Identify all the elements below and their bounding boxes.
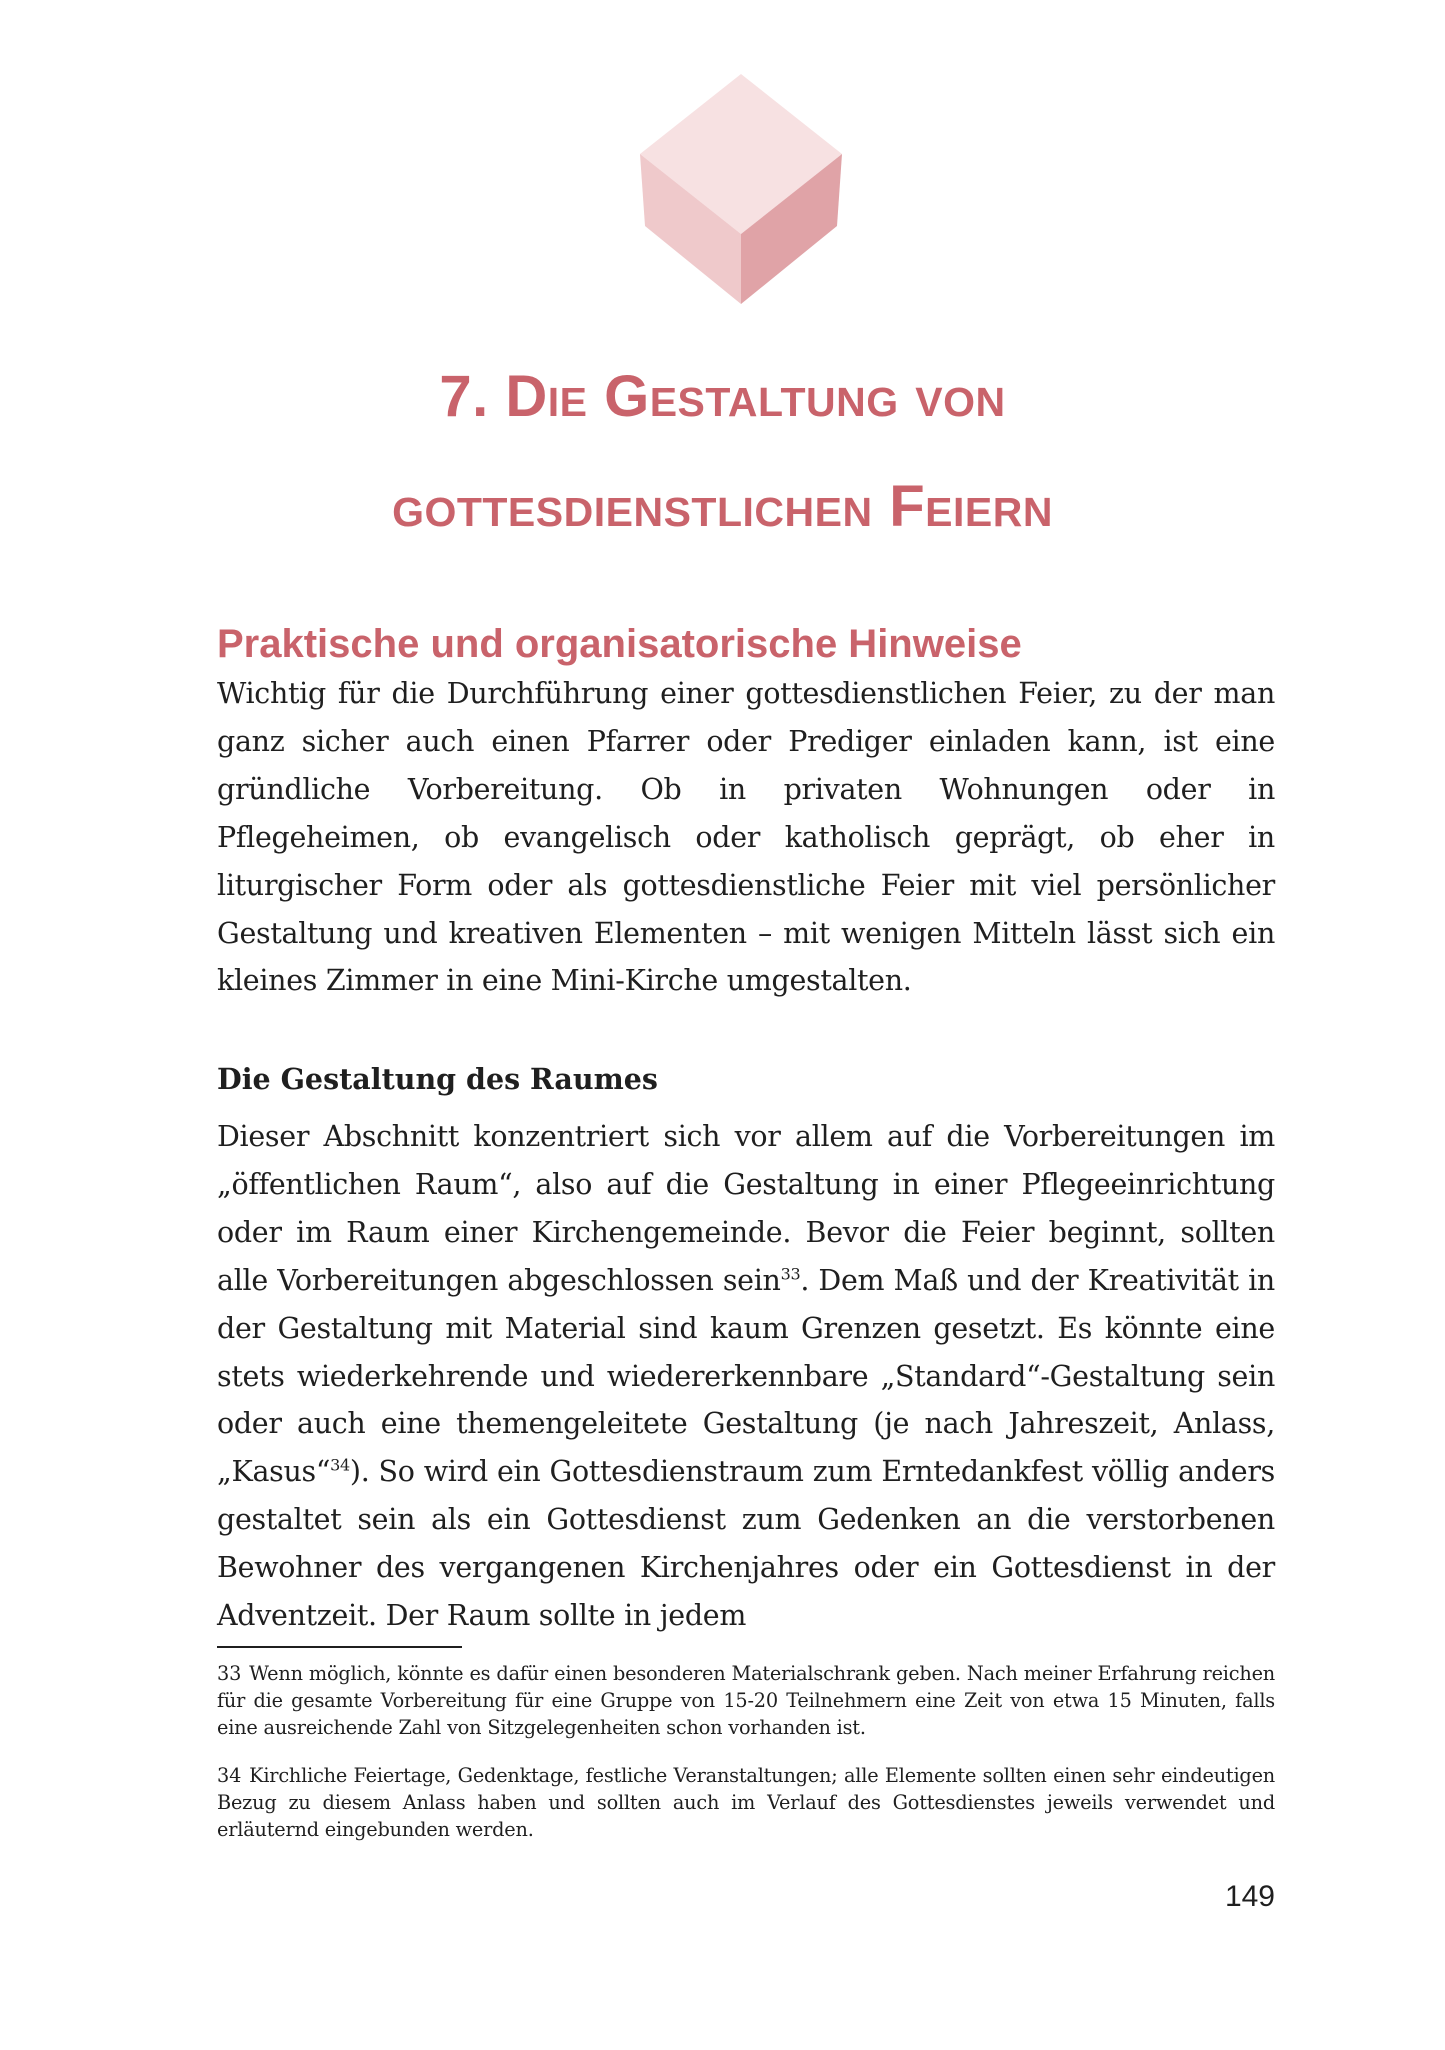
footnote-divider <box>217 1646 462 1648</box>
footnote-text: Wenn möglich, könnte es dafür einen besonderen Materialschrank geben. Nach meiner Erfahrung reichen für die gesamte Vorbereitung für eine Gruppe von 15-20 Teilnehmern eine Zeit von etwa 15 Minuten, falls eine ausreichende Zahl von Sitzgelegenheiten schon vorhanden ist. <box>217 1662 1275 1739</box>
room-paragraph-part-3: ). So wird ein Gottesdienstraum zum Erntedankfest völlig anders gestaltet sein als ein Gottesdienst zum Gedenken an die verstorbenen Bewohner des vergangenen Kirchenjahres oder ein Gottesdienst in der Adventzeit. Der Raum sollte in jedem <box>217 1455 1275 1633</box>
cube-icon <box>640 74 842 304</box>
footnote-33 <box>217 1660 1275 1741</box>
footnote-number: 34 <box>217 1764 242 1787</box>
page-number: 149 <box>1224 1880 1275 1913</box>
footnote-34 <box>217 1762 1275 1843</box>
intro-paragraph: Wichtig für die Durchführung einer gottesdienstlichen Feier, zu der man ganz sicher auch einen Pfarrer oder Prediger einladen kann, ist eine gründliche Vorbereitung. Ob in privaten Wohnungen oder in Pflegeheimen, ob evangelisch oder katholisch geprägt, ob eher in liturgischer Form oder als gottesdienstliche Feier mit viel persönlicher Gestaltung und kreativen Elementen – mit wenigen Mitteln lässt sich ein kleines Zimmer in eine Mini-Kirche umgestalten. <box>217 677 1275 998</box>
footnote-number: 33 <box>217 1662 242 1685</box>
room-paragraph-part-2: . Dem Maß und der Kreativität in der Gestaltung mit Material sind kaum Grenzen gesetzt. Es könnte eine stets wiederkehrende und wiedererkennbare „Standard“-Gestaltung sein oder auch eine themengeleitete Gestaltung (je nach Jahreszeit, Anlass, „Kasus“ <box>217 1263 1275 1489</box>
chapter-title-line-2: gottesdienstlichen Feiern <box>392 474 1053 539</box>
footnote-ref-34[interactable]: 34 <box>330 1455 350 1475</box>
footnote-text: Kirchliche Feiertage, Gedenktage, festliche Veranstaltungen; alle Elemente sollten einen sehr eindeutigen Bezug zu diesem Anlass haben und sollten auch im Verlauf des Gottesdienstes jeweils verwendet und erläuternd eingebunden werden. <box>217 1764 1275 1841</box>
section-title: Praktische und organisatorische Hinweise <box>217 622 1022 666</box>
footnote-ref-33[interactable]: 33 <box>780 1264 801 1284</box>
room-paragraph <box>217 1113 1275 1640</box>
chapter-title-line-1: 7. Die Gestaltung von <box>439 364 1006 429</box>
room-paragraph-part-1: Dieser Abschnitt konzentriert sich vor allem auf die Vorbereitungen im „öffentlichen Raum“, also auf die Gestaltung in einer Pflegeeinrichtung oder im Raum einer Kirchengemeinde. Bevor die Feier beginnt, sollten alle Vorbereitungen abgeschlossen sein <box>217 1120 1275 1297</box>
subsection-title: Die Gestaltung des Raumes <box>217 1062 658 1096</box>
